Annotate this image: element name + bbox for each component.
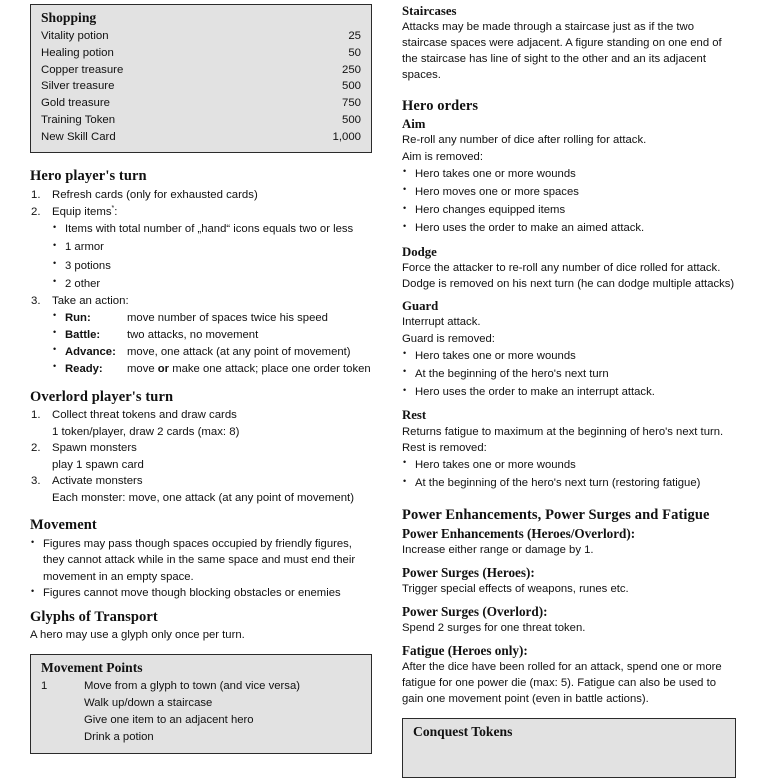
step-number: 3. — [31, 475, 41, 488]
list-item: • 1 armor — [52, 238, 372, 256]
equip-items-list — [52, 220, 372, 293]
rest-removed-label: Rest is removed: — [402, 441, 487, 454]
fatigue-text: After the dice have been rolled for an attack, spend one or more fatigue for one power die (max: 5). Fatigue can also be used to gain one movement point (even in battle actions). — [402, 660, 722, 705]
step-subtext: Each monster: move, one attack (at any point of movement) — [52, 491, 354, 504]
hero-turn-step — [30, 187, 372, 204]
shopping-item-name: Training Token — [41, 113, 116, 126]
action-desc: move number of spaces twice his speed — [127, 311, 328, 324]
list-item: • At the beginning of the hero's next turn — [402, 365, 736, 383]
power-enhancements-text: Increase either range or damage by 1. — [402, 543, 594, 556]
aim-heading: Aim — [402, 117, 426, 132]
action-desc-b: make one attack; place one order token — [169, 362, 371, 375]
aim-removed-label: Aim is removed: — [402, 150, 483, 163]
list-item: • Hero changes equipped items — [402, 201, 736, 219]
list-item: • Hero takes one or more wounds — [402, 456, 736, 474]
overlord-turn-steps — [30, 407, 372, 506]
movement-points-row — [41, 678, 361, 695]
shopping-row — [41, 62, 361, 79]
shopping-item-price: 50 — [348, 46, 361, 59]
hero-turn-step — [30, 204, 372, 294]
shopping-row — [41, 78, 361, 95]
conquest-tokens-box — [402, 718, 736, 778]
hero-turn-heading: Hero player's turn — [30, 168, 147, 185]
shopping-item-name: Silver treasure — [41, 80, 115, 93]
action-desc: move, one attack (at any point of movement) — [127, 345, 351, 358]
movement-points-title: Movement Points — [41, 660, 143, 676]
hero-turn-steps — [30, 187, 372, 378]
dodge-text-2: Dodge is removed on his next turn (he can dodge multiple attacks) — [402, 278, 735, 291]
step-text: Equip items — [52, 205, 112, 218]
shopping-row — [41, 28, 361, 45]
hero-turn-step — [30, 293, 372, 377]
list-item: • Figures may pass though spaces occupied by friendly figures, they cannot attack while in the same space and must end their movement in an empty space. — [30, 536, 372, 585]
aim-text: Re-roll any number of dice after rolling for attack. — [402, 134, 647, 147]
staircases-heading: Staircases — [402, 4, 457, 18]
staircases-text: Attacks may be made through a staircase just as if the two staircase spaces were adjacent. A figure standing on one end of the staircase has line of sight to the other and an its adjacent spaces. — [402, 21, 722, 82]
power-heading: Power Enhancements, Power Surges and Fatigue — [402, 507, 710, 524]
step-number: 1. — [31, 409, 41, 422]
step-number: 1. — [31, 189, 41, 202]
movement-points-action: Move from a glyph to town (and vice versa) — [84, 680, 300, 693]
shopping-item-price: 25 — [348, 29, 361, 42]
shopping-item-price: 500 — [341, 113, 361, 126]
step-text: Spawn monsters — [52, 442, 137, 455]
overlord-turn-heading: Overlord player's turn — [30, 388, 174, 405]
overlord-turn-step — [30, 473, 372, 506]
shopping-row — [41, 45, 361, 62]
aim-removed-bullets — [402, 165, 736, 238]
hero-action-row — [52, 344, 372, 361]
movement-points-action: Drink a potion — [84, 731, 154, 744]
step-subtext: play 1 spawn card — [52, 458, 144, 471]
power-surges-heroes-text: Trigger special effects of weapons, runes etc. — [402, 582, 629, 595]
action-label: Run: — [65, 311, 91, 324]
action-desc-emphasis: or — [157, 362, 170, 375]
guard-text: Interrupt attack. — [402, 316, 481, 329]
step-text: Take an action: — [52, 295, 129, 308]
movement-points-row — [41, 712, 361, 729]
shopping-item-name: New Skill Card — [41, 130, 116, 143]
shopping-row — [41, 129, 361, 146]
list-item: • Hero takes one or more wounds — [402, 347, 736, 365]
movement-points-cost — [41, 729, 84, 746]
list-item: • Hero uses the order to make an aimed attack. — [402, 219, 736, 237]
dodge-heading: Dodge — [402, 244, 437, 259]
step-text: Activate monsters — [52, 475, 143, 488]
step-number: 2. — [31, 442, 41, 455]
hero-action-row — [52, 361, 372, 378]
guard-removed-bullets — [402, 347, 736, 402]
power-enhancements-heading: Power Enhancements (Heroes/Overlord): — [402, 526, 636, 542]
movement-points-cost: 1 — [41, 680, 48, 693]
step-subtext: 1 token/player, draw 2 cards (max: 8) — [52, 425, 240, 438]
conquest-tokens-title: Conquest Tokens — [413, 723, 513, 739]
hero-action-row — [52, 310, 372, 327]
shopping-item-price: 500 — [341, 80, 361, 93]
shopping-box-title: Shopping — [41, 10, 97, 25]
movement-points-action: Walk up/down a staircase — [84, 697, 213, 710]
shopping-item-name: Vitality potion — [41, 29, 109, 42]
list-item: • Figures cannot move though blocking obstacles or enemies — [30, 585, 372, 601]
hero-actions-list — [52, 310, 372, 378]
power-surges-overlord-text: Spend 2 surges for one threat token. — [402, 621, 586, 634]
movement-points-cost — [41, 695, 84, 712]
step-number: 3. — [31, 295, 41, 308]
list-item: • Hero takes one or more wounds — [402, 165, 736, 183]
overlord-turn-step — [30, 440, 372, 473]
list-item: • Hero moves one or more spaces — [402, 183, 736, 201]
step-number: 2. — [31, 205, 41, 218]
action-desc-a: move — [127, 362, 158, 375]
shopping-item-price: 250 — [341, 63, 361, 76]
movement-heading: Movement — [30, 517, 97, 534]
fatigue-heading: Fatigue (Heroes only): — [402, 642, 528, 658]
shopping-item-name: Gold treasure — [41, 97, 111, 110]
glyphs-text: A hero may use a glyph only once per turn. — [30, 629, 245, 642]
action-label: Battle: — [65, 328, 101, 341]
list-item: • 2 other — [52, 275, 372, 293]
action-desc: two attacks, no movement — [127, 328, 259, 341]
rest-removed-bullets — [402, 456, 736, 493]
step-text: Collect threat tokens and draw cards — [52, 409, 237, 422]
footnote-marker: * — [111, 204, 115, 212]
shopping-item-name: Copper treasure — [41, 63, 124, 76]
rest-heading: Rest — [402, 408, 427, 423]
rest-text: Returns fatigue to maximum at the beginning of hero's next turn. — [402, 425, 724, 438]
step-text: Refresh cards (only for exhausted cards) — [52, 189, 258, 202]
list-item: • 3 potions — [52, 257, 372, 275]
list-item: • Hero uses the order to make an interrupt attack. — [402, 383, 736, 401]
right-column — [402, 4, 736, 778]
shopping-item-price: 750 — [341, 97, 361, 110]
shopping-row — [41, 112, 361, 129]
movement-points-row — [41, 729, 361, 746]
movement-points-action: Give one item to an adjacent hero — [84, 714, 254, 727]
hero-orders-heading: Hero orders — [402, 98, 479, 115]
dodge-text: Force the attacker to re-roll any number of dice rolled for attack. — [402, 262, 721, 275]
power-surges-heroes-heading: Power Surges (Heroes): — [402, 564, 535, 580]
movement-points-cost — [41, 712, 84, 729]
power-surges-overlord-heading: Power Surges (Overlord): — [402, 603, 548, 619]
movement-points-row — [41, 695, 361, 712]
left-column — [30, 4, 372, 754]
step-colon: : — [114, 205, 118, 218]
action-label: Advance: — [65, 345, 116, 358]
guard-removed-label: Guard is removed: — [402, 332, 495, 345]
glyphs-heading: Glyphs of Transport — [30, 608, 158, 625]
overlord-turn-step — [30, 407, 372, 440]
shopping-item-price: 1,000 — [332, 130, 361, 143]
list-item: • Items with total number of „hand“ icons equals two or less — [52, 220, 372, 238]
guard-heading: Guard — [402, 299, 439, 314]
action-label: Ready: — [65, 362, 103, 375]
shopping-item-name: Healing potion — [41, 46, 114, 59]
hero-action-row — [52, 327, 372, 344]
movement-points-box — [30, 654, 372, 754]
shopping-box — [30, 4, 372, 153]
movement-bullets — [30, 536, 372, 602]
shopping-row — [41, 95, 361, 112]
list-item: • At the beginning of the hero's next turn (restoring fatigue) — [402, 474, 736, 492]
